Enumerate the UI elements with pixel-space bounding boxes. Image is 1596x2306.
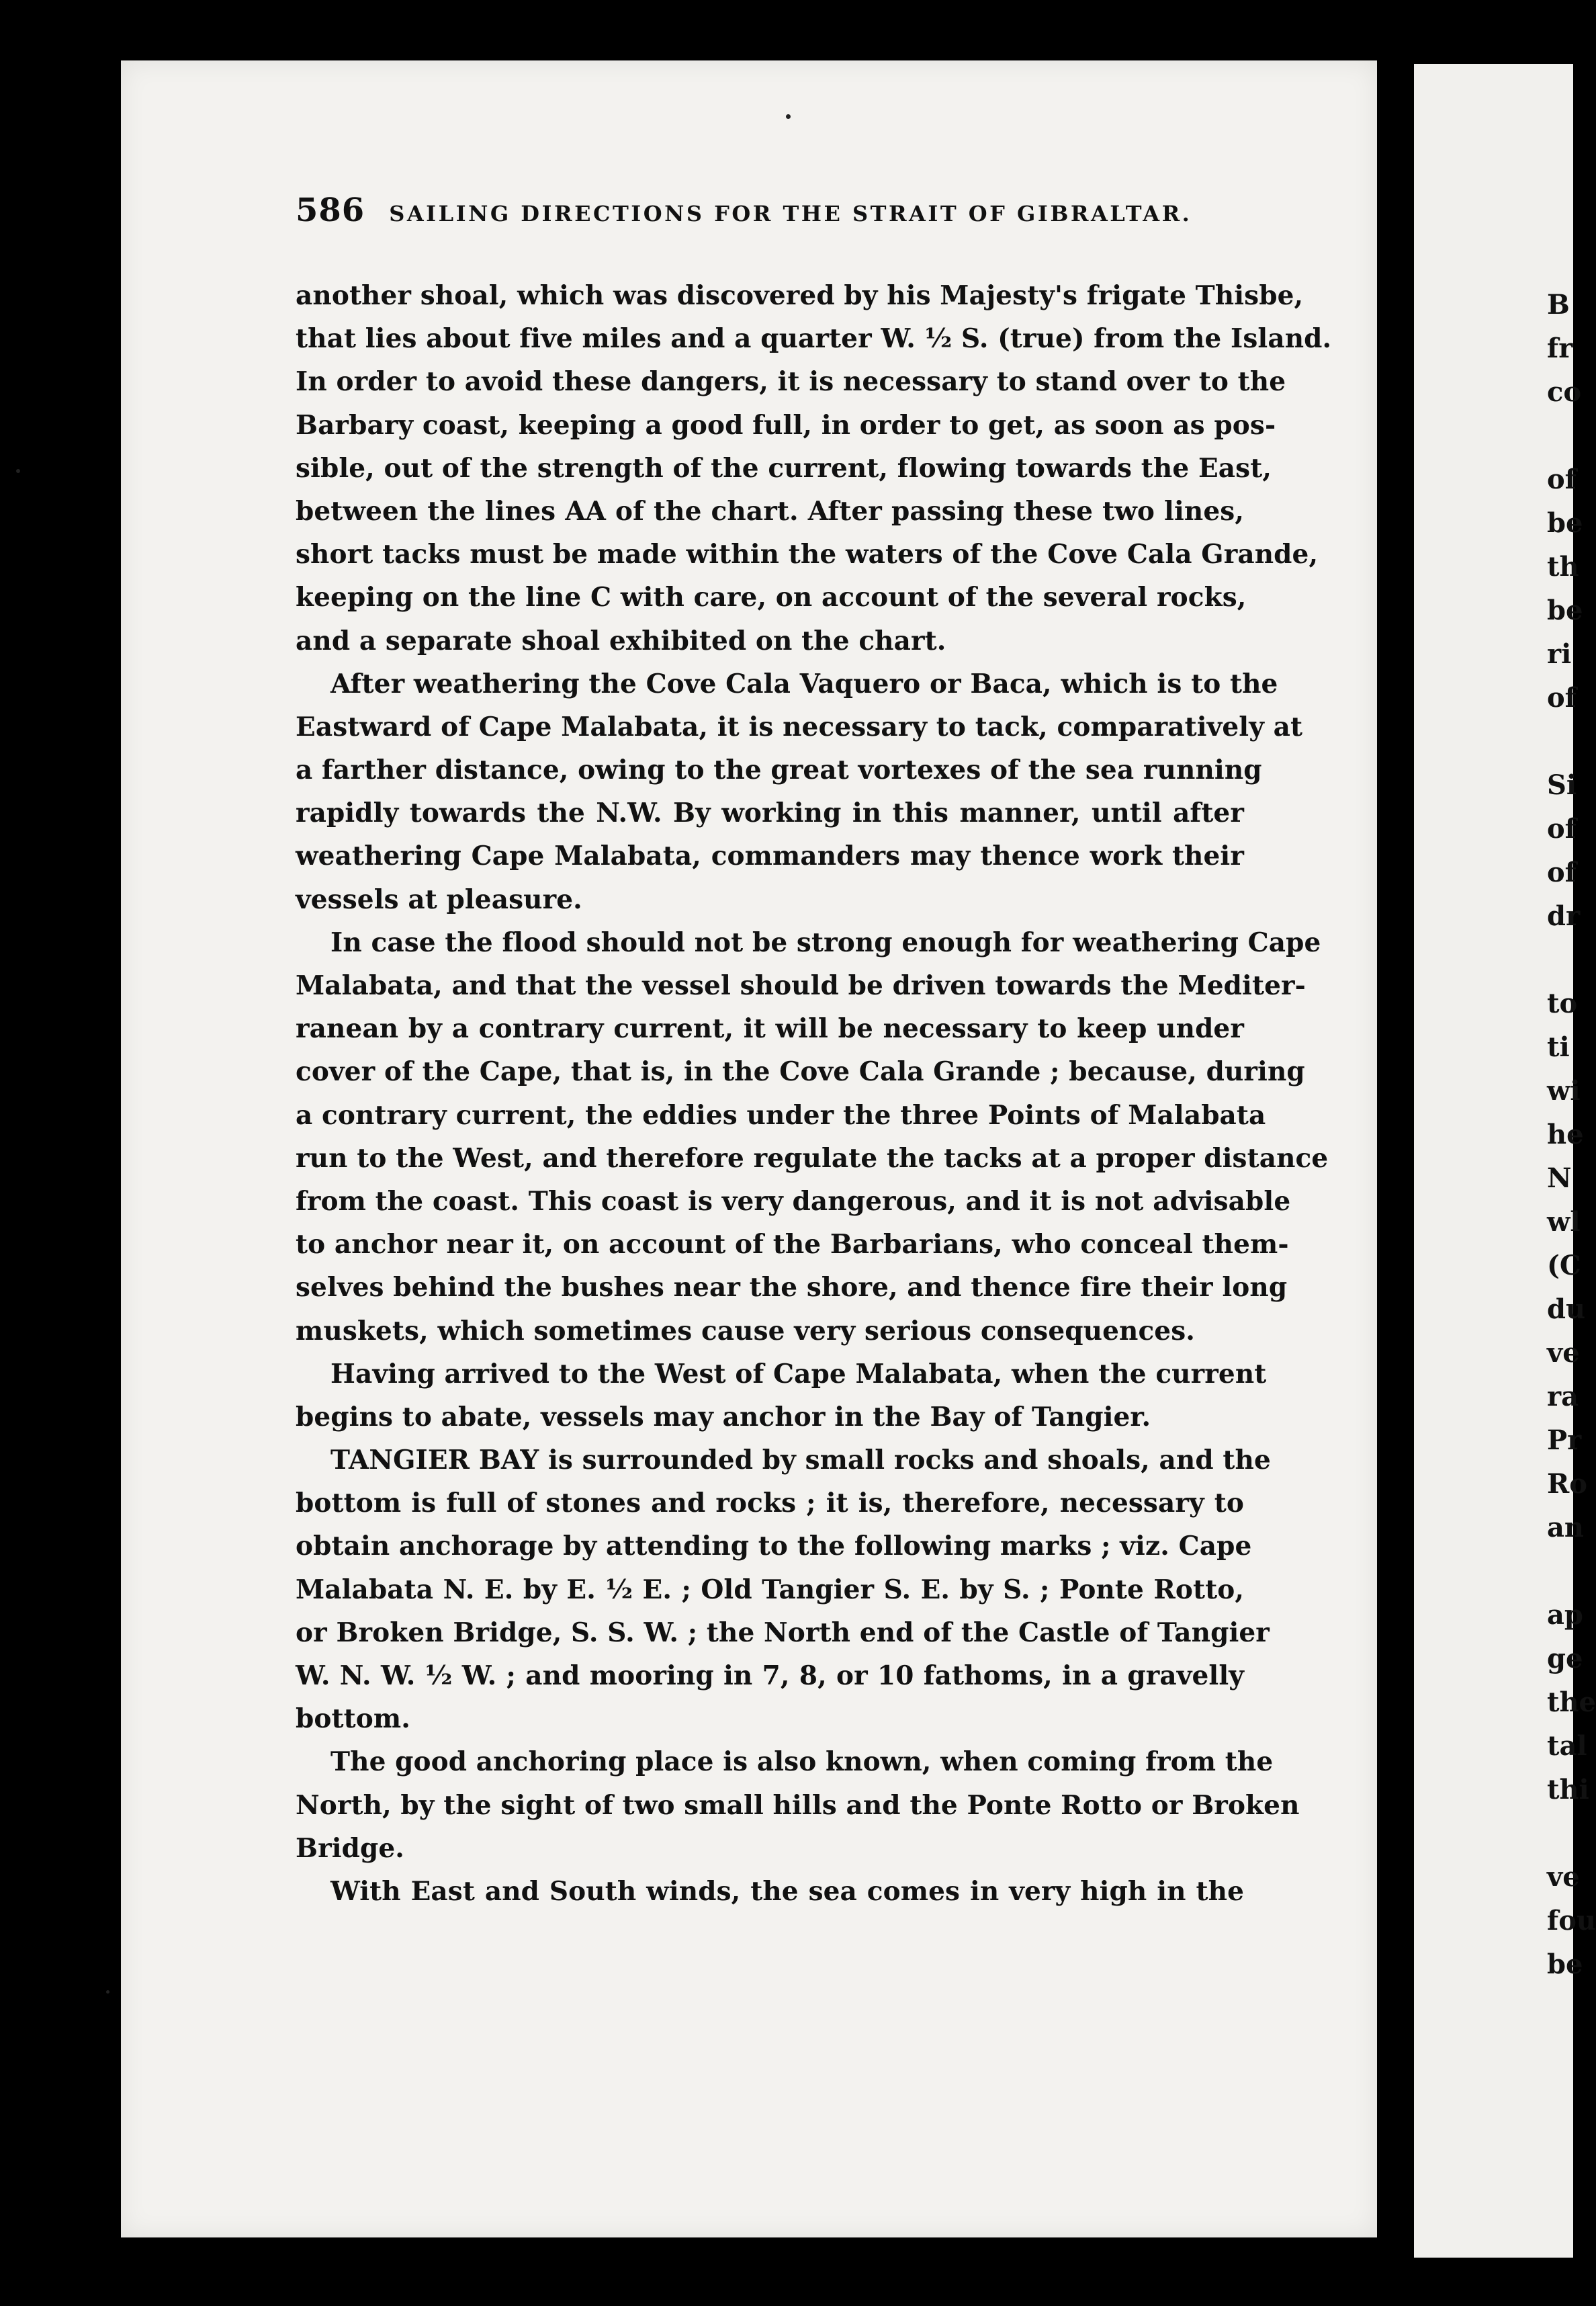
text-line: keeping on the line C with care, on account of the several rocks, bbox=[296, 582, 1247, 613]
facing-page-fragment: fou bbox=[1547, 1905, 1596, 1936]
facing-page-fragment: an bbox=[1547, 1512, 1584, 1543]
text-line: between the lines AA of the chart. After passing these two lines, bbox=[296, 495, 1244, 527]
text-line: or Broken Bridge, S. S. W. ; the North end of the Castle of Tangier bbox=[296, 1617, 1270, 1648]
text-line: bottom is full of stones and rocks ; it is, therefore, necessary to bbox=[296, 1488, 1244, 1519]
facing-page-fragment: ge bbox=[1547, 1643, 1583, 1674]
text-line: another shoal, which was discovered by his Majesty's frigate Thisbe, bbox=[296, 280, 1304, 311]
text-line: sible, out of the strength of the current, flowing towards the East, bbox=[296, 452, 1272, 484]
body-text bbox=[296, 274, 1332, 1913]
text-line: Malabata N. E. by E. ½ E. ; Old Tangier S. E. by S. ; Ponte Rotto, bbox=[296, 1574, 1244, 1605]
text-line: obtain anchorage by attending to the following marks ; viz. Cape bbox=[296, 1531, 1252, 1562]
running-title: SAILING DIRECTIONS FOR THE STRAIT OF GIBRALTAR. bbox=[389, 201, 1192, 226]
facing-page-fragment: of bbox=[1547, 813, 1577, 845]
facing-page-fragment: the bbox=[1547, 1686, 1596, 1718]
facing-page-fragment: ti bbox=[1547, 1031, 1570, 1063]
running-head bbox=[296, 191, 1236, 239]
text-line: Having arrived to the West of Cape Malabata, when the current bbox=[330, 1358, 1267, 1390]
text-line: selves behind the bushes near the shore, and thence fire their long bbox=[296, 1272, 1288, 1304]
facing-page-fragment: be bbox=[1547, 1949, 1583, 1980]
text-line: Barbary coast, keeping a good full, in order to get, as soon as pos- bbox=[296, 409, 1276, 441]
facing-page-fragment: thi bbox=[1547, 1774, 1589, 1805]
facing-page-fragment: ap bbox=[1547, 1599, 1583, 1631]
text-line: that lies about five miles and a quarter W. ½ S. (true) from the Island. bbox=[296, 323, 1332, 355]
facing-page-fragment: to bbox=[1547, 988, 1578, 1019]
text-line: In case the flood should not be strong enough for weathering Cape bbox=[330, 927, 1321, 958]
facing-page-fragment: he bbox=[1547, 1119, 1584, 1150]
text-line: a contrary current, the eddies under the three Points of Malabata bbox=[296, 1099, 1266, 1131]
text-line: After weathering the Cove Cala Vaquero or Baca, which is to the bbox=[330, 668, 1278, 699]
text-line: run to the West, and therefore regulate the tacks at a proper distance bbox=[296, 1142, 1329, 1174]
text-line: Bridge. bbox=[296, 1832, 404, 1864]
text-line: TANGIER BAY is surrounded by small rocks and shoals, and the bbox=[330, 1445, 1271, 1476]
scan-speck bbox=[786, 114, 791, 119]
facing-page-fragment: dr bbox=[1547, 900, 1581, 932]
facing-page-fragment: ve bbox=[1547, 1861, 1580, 1893]
text-line: In order to avoid these dangers, it is necessary to stand over to the bbox=[296, 366, 1286, 398]
facing-page-fragment: du bbox=[1547, 1293, 1586, 1325]
page-number: 586 bbox=[296, 191, 365, 229]
facing-page-fragment: wl bbox=[1547, 1206, 1581, 1238]
text-line: Eastward of Cape Malabata, it is necessary to tack, comparatively at bbox=[296, 711, 1303, 742]
facing-page-fragment: co bbox=[1547, 376, 1582, 408]
facing-page-fragment: ve bbox=[1547, 1337, 1580, 1369]
facing-page-fragment: fr bbox=[1547, 333, 1573, 364]
facing-page-fragment: wi bbox=[1547, 1075, 1581, 1107]
facing-page-fragment: Ro bbox=[1547, 1468, 1587, 1500]
text-line: muskets, which sometimes cause very serious consequences. bbox=[296, 1315, 1195, 1347]
text-line: W. N. W. ½ W. ; and mooring in 7, 8, or 10 fathoms, in a gravelly bbox=[296, 1660, 1244, 1691]
facing-page-fragment: N bbox=[1547, 1162, 1572, 1194]
facing-page-fragment: be bbox=[1547, 507, 1583, 539]
text-line: With East and South winds, the sea comes in very high in the bbox=[330, 1875, 1244, 1907]
text-line: begins to abate, vessels may anchor in the Bay of Tangier. bbox=[296, 1401, 1151, 1433]
text-line: The good anchoring place is also known, when coming from the bbox=[330, 1746, 1274, 1778]
text-line: bottom. bbox=[296, 1703, 410, 1735]
text-line: and a separate shoal exhibited on the chart. bbox=[296, 625, 946, 656]
text-line: from the coast. This coast is very dangerous, and it is not advisable bbox=[296, 1185, 1291, 1217]
text-line: a farther distance, owing to the great vortexes of the sea running bbox=[296, 755, 1262, 786]
text-line: weathering Cape Malabata, commanders may thence work their bbox=[296, 841, 1244, 872]
facing-page-fragment: th bbox=[1547, 551, 1579, 583]
facing-page-fragment: of bbox=[1547, 682, 1577, 714]
text-line: North, by the sight of two small hills and the Ponte Rotto or Broken bbox=[296, 1789, 1300, 1821]
facing-page-fragment: (C bbox=[1547, 1250, 1581, 1281]
facing-page-fragment: of bbox=[1547, 857, 1577, 888]
facing-page-fragment: ri bbox=[1547, 638, 1572, 670]
scan-speck bbox=[106, 1990, 109, 1994]
facing-page-fragment: tal bbox=[1547, 1730, 1587, 1762]
scan-speck bbox=[16, 469, 20, 473]
text-line: ranean by a contrary current, it will be necessary to keep under bbox=[296, 1013, 1244, 1045]
text-line: cover of the Cape, that is, in the Cove Cala Grande ; because, during bbox=[296, 1056, 1305, 1088]
facing-page-fragment: B bbox=[1547, 289, 1570, 321]
text-line: vessels at pleasure. bbox=[296, 884, 582, 915]
text-line: short tacks must be made within the waters of the Cove Cala Grande, bbox=[296, 539, 1319, 570]
text-line: Malabata, and that the vessel should be driven towards the Mediter- bbox=[296, 970, 1306, 1001]
text-line: to anchor near it, on account of the Barbarians, who conceal them- bbox=[296, 1229, 1289, 1261]
facing-page-fragment: Si bbox=[1547, 769, 1577, 801]
facing-page-fragment: be bbox=[1547, 595, 1583, 626]
text-line: rapidly towards the N.W. By working in this manner, until after bbox=[296, 798, 1244, 829]
facing-page-fragment: ra bbox=[1547, 1381, 1579, 1412]
facing-page-fragment: Pr bbox=[1547, 1424, 1582, 1456]
facing-page-fragment: of bbox=[1547, 464, 1577, 495]
